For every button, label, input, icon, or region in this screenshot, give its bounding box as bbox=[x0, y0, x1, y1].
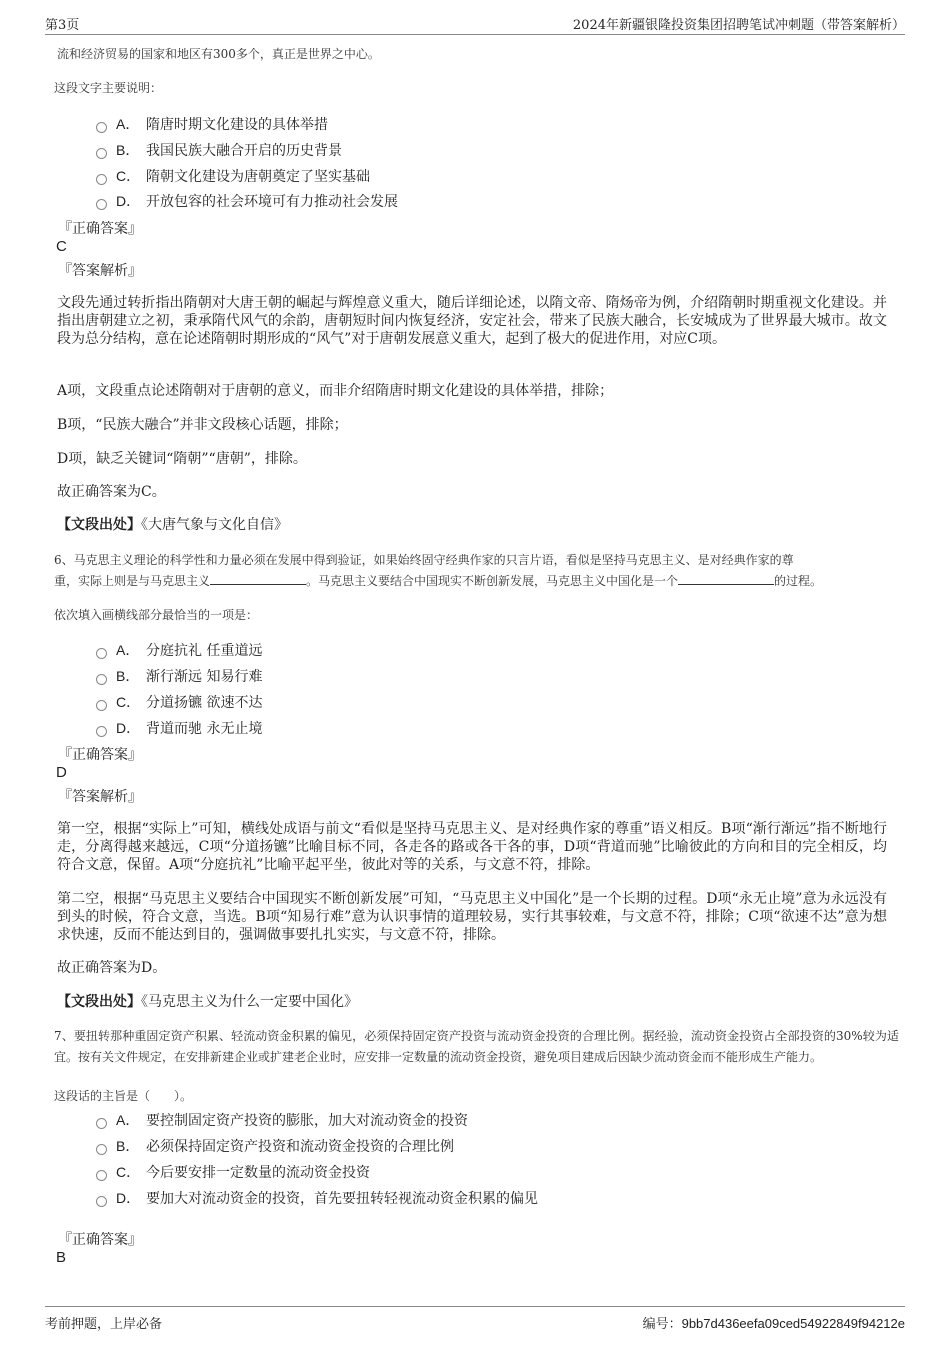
q7-ask: 这段话的主旨是（ ）。 bbox=[54, 1089, 193, 1103]
q5-analysis-b: B项，“民族大融合”并非文段核心话题，排除； bbox=[57, 417, 348, 433]
q6-option-b[interactable]: B． 渐行渐远 知易行难 bbox=[96, 666, 262, 686]
radio-icon[interactable] bbox=[96, 122, 107, 133]
q7-option-c[interactable]: C． 今后要安排一定数量的流动资金投资 bbox=[96, 1162, 370, 1182]
q5-answer-label: 『正确答案』 bbox=[58, 221, 142, 237]
q7-answer: B bbox=[56, 1249, 67, 1266]
q6-option-c[interactable]: C． 分道扬镳 欲速不达 bbox=[96, 692, 262, 712]
radio-icon[interactable] bbox=[96, 726, 107, 737]
q5-source bbox=[57, 516, 887, 534]
footer-slogan: 考前押题，上岸必备 bbox=[45, 1317, 163, 1332]
radio-icon[interactable] bbox=[96, 700, 107, 711]
q7-option-b[interactable]: B． 必须保持固定资产投资和流动资金投资的合理比例 bbox=[96, 1136, 454, 1156]
source-title: 《大唐气象与文化自信》 bbox=[141, 517, 288, 533]
q7-stem: 7、要扭转那种重固定资产积累、轻流动资金积累的偏见，必须保持固定资产投资与流动资金投资的合理比例。据经验，流动资金投资占全部投资的30%较为适宜。按有关文件规定，在安排新建企业或扩建老企业时，应安排一定数量的流动资金投资，避免项目建成后因缺少流动资金而不能形成生产能力。 bbox=[54, 1029, 899, 1064]
page-header bbox=[45, 12, 905, 35]
radio-icon[interactable] bbox=[96, 174, 107, 185]
q6-answer-label: 『正确答案』 bbox=[58, 747, 142, 763]
page-footer bbox=[45, 1306, 905, 1331]
q5-analysis-d: D项，缺乏关键词“隋朝”“唐朝”，排除。 bbox=[57, 451, 307, 467]
source-title: 《马克思主义为什么一定要中国化》 bbox=[141, 994, 358, 1010]
q5-option-a[interactable]: A． 隋唐时期文化建设的具体举措 bbox=[96, 114, 328, 134]
q6-analysis-second-blank: 第二空，根据“马克思主义要结合中国现实不断创新发展”可知，“马克思主义中国化”是一个长期的过程。D项“永无止境”意为永远没有到头的时候，符合文意，当选。B项“知易行难”意为认识事情的道理较易，实行其事较难，与文意不符，排除；C项“欲速不达”意为想求快速，反而不能达到目的，强调做事要扎扎实实，与文意不符，排除。 bbox=[57, 891, 887, 943]
q6-conclusion: 故正确答案为D。 bbox=[57, 960, 167, 976]
document-code: 编号：9bb7d436eefa09ced54922849f94212e bbox=[642, 1316, 905, 1332]
q7-option-a[interactable]: A． 要控制固定资产投资的膨胀，加大对流动资金的投资 bbox=[96, 1110, 468, 1130]
q6-stem: 6、马克思主义理论的科学性和力量必须在发展中得到验证，如果始终固守经典作家的只言片语，看似是坚持马克思主义、是对经典作家的尊 重，实际上则是与马克思主义 。马克思主义要结合中国现实不断创新发展，马克思主义中国化是一个 的过程。 bbox=[54, 553, 823, 588]
q5-option-c[interactable]: C． 隋朝文化建设为唐朝奠定了坚实基础 bbox=[96, 166, 370, 186]
q6-analysis-first-blank: 第一空，根据“实际上”可知，横线处成语与前文“看似是坚持马克思主义、是对经典作家的尊重”语义相反。B项“渐行渐远”指不断地行走，分离得越来越远，C项“分道扬镳”比喻目标不同，各走各的路或各干各的事，D项“背道而驰”比喻彼此的方向和目的完全相反，均符合文意，保留。A项“分庭抗礼”比喻平起平坐，彼此对等的关系，与文意不符，排除。 bbox=[57, 821, 887, 873]
source-label: 【文段出处】 bbox=[57, 517, 141, 533]
q5-ask: 这段文字主要说明： bbox=[54, 81, 163, 95]
page-number: 第3页 bbox=[45, 18, 80, 33]
radio-icon[interactable] bbox=[96, 1118, 107, 1129]
q5-analysis-label: 『答案解析』 bbox=[58, 263, 142, 279]
radio-icon[interactable] bbox=[96, 648, 107, 659]
q5-stem-tail: 流和经济贸易的国家和地区有300多个，真正是世界之中心。 bbox=[57, 47, 380, 61]
fill-blank-1[interactable] bbox=[210, 572, 306, 585]
q5-analysis-main: 文段先通过转折指出隋朝对大唐王朝的崛起与辉煌意义重大，随后详细论述，以隋文帝、隋炀帝为例，介绍隋朝时期重视文化建设。并指出唐朝建立之初，秉承隋代风气的余韵，唐朝短时间内恢复经济，安定社会，带来了民族大融合，长安城成为了世界最大城市。故文段为总分结构，意在论述隋朝时期形成的“风气”对于唐朝发展意义重大，起到了极大的促进作用，对应C项。 bbox=[57, 295, 887, 347]
q6-option-a[interactable]: A． 分庭抗礼 任重道远 bbox=[96, 640, 262, 660]
q7-answer-label: 『正确答案』 bbox=[58, 1232, 142, 1248]
source-label: 【文段出处】 bbox=[57, 994, 141, 1010]
q5-analysis-a: A项，文段重点论述隋朝对于唐朝的意义，而非介绍隋唐时期文化建设的具体举措，排除； bbox=[57, 383, 614, 399]
q7-option-d[interactable]: D． 要加大对流动资金的投资，首先要扭转轻视流动资金积累的偏见 bbox=[96, 1188, 538, 1208]
q5-option-b[interactable]: B． 我国民族大融合开启的历史背景 bbox=[96, 140, 342, 160]
q6-answer: D bbox=[56, 764, 67, 781]
q6-analysis-label: 『答案解析』 bbox=[58, 789, 142, 805]
radio-icon[interactable] bbox=[96, 148, 107, 159]
radio-icon[interactable] bbox=[96, 674, 107, 685]
q5-answer: C bbox=[56, 238, 67, 255]
q6-source bbox=[57, 993, 887, 1011]
radio-icon[interactable] bbox=[96, 199, 107, 210]
radio-icon[interactable] bbox=[96, 1196, 107, 1207]
q5-conclusion: 故正确答案为C。 bbox=[57, 484, 166, 500]
q5-option-d[interactable]: D． 开放包容的社会环境可有力推动社会发展 bbox=[96, 191, 398, 211]
radio-icon[interactable] bbox=[96, 1144, 107, 1155]
q6-ask: 依次填入画横线部分最恰当的一项是： bbox=[54, 608, 259, 622]
radio-icon[interactable] bbox=[96, 1170, 107, 1181]
document-title: 2024年新疆银隆投资集团招聘笔试冲刺题（带答案解析） bbox=[572, 18, 905, 33]
q6-option-d[interactable]: D． 背道而驰 永无止境 bbox=[96, 718, 262, 738]
fill-blank-2[interactable] bbox=[678, 572, 774, 585]
